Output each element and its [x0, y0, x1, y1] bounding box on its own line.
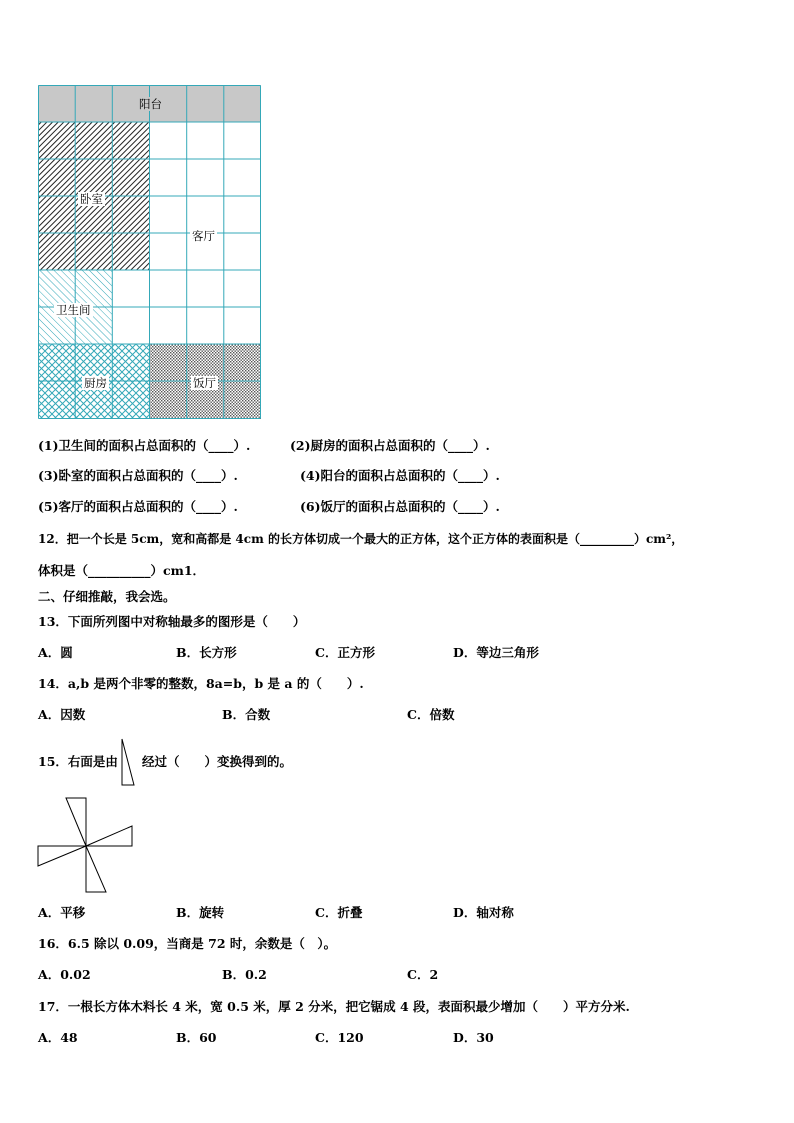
q17-option-a[interactable]: A．48 [38, 1030, 78, 1045]
q11-part-1: (1)卫生间的面积占总面积的（____）. [38, 438, 251, 453]
q13-option-d[interactable]: D．等边三角形 [453, 645, 539, 660]
q16-option-a[interactable]: A．0.02 [38, 967, 91, 982]
q15-triangle-icon [121, 738, 135, 786]
q11-part-5: (5)客厅的面积占总面积的（____）. [38, 499, 238, 514]
section-title: 二、仔细推敲，我会选。 [38, 589, 176, 604]
q17-option-d[interactable]: D．30 [453, 1030, 494, 1045]
q15-text-after: 经过（ ）变换得到的。 [142, 754, 293, 769]
room-label-balcony: 阳台 [139, 97, 162, 111]
q14-option-b[interactable]: B．合数 [222, 707, 271, 722]
q15-option-d[interactable]: D．轴对称 [453, 905, 514, 920]
q17-option-c[interactable]: C．120 [315, 1030, 364, 1045]
q17-text: 17．一根长方体木料长 4 米，宽 0.5 米，厚 2 分米，把它锯成 4 段，表面积最少增加（ ）平方分米. [38, 999, 630, 1014]
room-label-kitchen: 厨房 [84, 376, 107, 390]
q13-option-b[interactable]: B．长方形 [176, 645, 237, 660]
q12-line-1: 12．把一个长是 5cm，宽和高都是 4cm 的长方体切成一个最大的正方体，这个正方体的表面积是（_________）cm²， [38, 532, 684, 546]
q11-part-4: (4)阳台的面积占总面积的（____）. [300, 468, 500, 483]
room-label-bathroom: 卫生间 [56, 303, 91, 317]
q13-option-a[interactable]: A．圆 [38, 645, 73, 660]
q14-option-a[interactable]: A．因数 [38, 707, 86, 722]
q15-pinwheel-figure [36, 796, 136, 894]
room-label-dining: 饭厅 [193, 376, 216, 390]
q11-part-3: (3)卧室的面积占总面积的（____）. [38, 468, 238, 483]
q13-option-c[interactable]: C．正方形 [315, 645, 375, 660]
q11-part-6: (6)饭厅的面积占总面积的（____）. [300, 499, 500, 514]
room-label-living: 客厅 [192, 229, 215, 243]
q16-option-c[interactable]: C．2 [407, 967, 439, 982]
q17-option-b[interactable]: B．60 [176, 1030, 217, 1045]
q15-option-c[interactable]: C．折叠 [315, 905, 363, 920]
q15-text-before: 15．右面是由 [38, 754, 118, 769]
q11-part-2: (2)厨房的面积占总面积的（____）. [290, 438, 490, 453]
q16-option-b[interactable]: B．0.2 [222, 967, 267, 982]
q15-option-b[interactable]: B．旋转 [176, 905, 225, 920]
q16-text: 16．6.5 除以 0.09，当商是 72 时，余数是（ ）。 [38, 936, 337, 951]
q13-text: 13．下面所列图中对称轴最多的图形是（ ） [38, 614, 306, 629]
q15-option-a[interactable]: A．平移 [38, 905, 86, 920]
q14-option-c[interactable]: C．倍数 [407, 707, 455, 722]
q14-text: 14．a,b 是两个非零的整数，8a=b，b 是 a 的（ ）. [38, 676, 364, 691]
q12-line-2: 体积是（__________）cm1． [38, 563, 206, 578]
floorplan-diagram [38, 85, 262, 420]
room-label-bedroom: 卧室 [80, 192, 103, 206]
